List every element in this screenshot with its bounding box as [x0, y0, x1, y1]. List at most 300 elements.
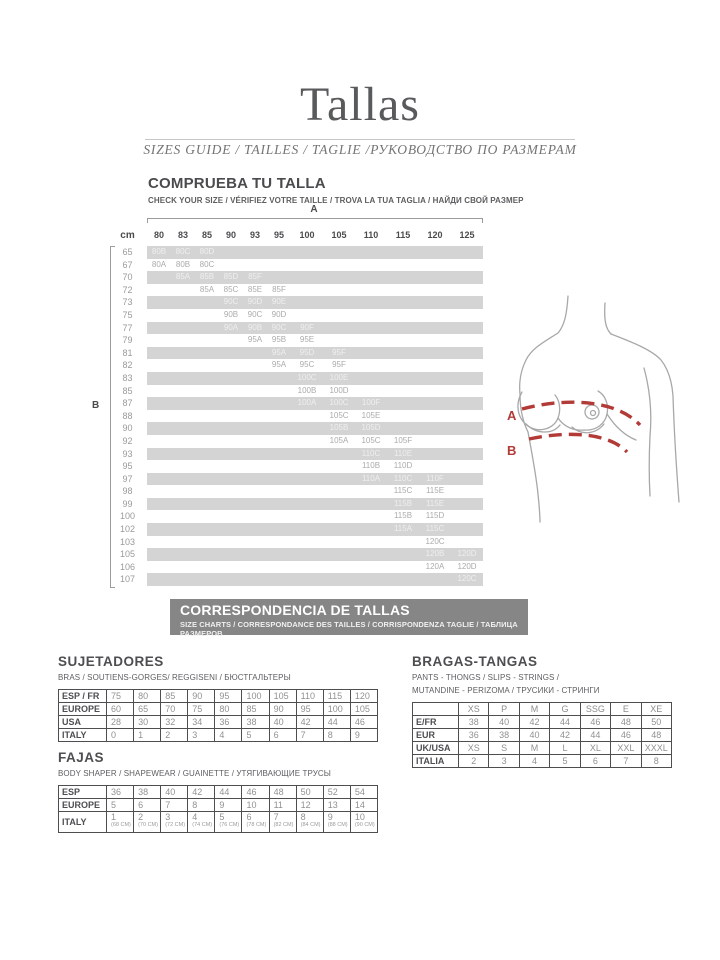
correspondence-subtitle: SIZE CHARTS / CORRESPONDANCE DES TAILLES / CORRISPONDENZA TAGLIE / ТАБЛИЦА РАЗМЕРОВ	[180, 620, 518, 638]
size-cell: 85F	[248, 272, 262, 282]
size-cell	[355, 347, 387, 360]
size-row	[100, 246, 483, 259]
value-cell: 42	[188, 786, 215, 799]
size-cell	[195, 498, 219, 511]
value-cell: 3	[188, 729, 215, 742]
size-cell	[323, 246, 355, 259]
bras-table	[58, 689, 378, 742]
size-cell	[171, 536, 195, 549]
size-cell	[387, 422, 419, 435]
size-cell	[219, 561, 243, 574]
size-cell	[147, 385, 171, 398]
size-cell: 95D	[299, 347, 315, 357]
size-cell	[451, 410, 483, 423]
size-row-cells	[147, 536, 483, 549]
size-cell: 80A	[151, 259, 167, 269]
cm-sublabel: (84 CM)	[300, 822, 321, 828]
size-col-header: 95	[273, 230, 284, 240]
panties-title: BRAGAS-TANGAS	[412, 654, 538, 669]
size-row-cells	[147, 498, 483, 511]
size-cell: 105D	[361, 423, 381, 433]
size-cell	[419, 347, 451, 360]
value-cell: 42	[519, 716, 549, 729]
size-cell: 90C	[247, 309, 263, 319]
size-col-header: 85	[201, 230, 212, 240]
size-cell: 95A	[271, 360, 287, 370]
size-cell	[419, 359, 451, 372]
value-text: 5	[219, 812, 225, 822]
size-cell: 100F	[361, 398, 381, 408]
size-cell	[147, 422, 171, 435]
size-row	[100, 347, 483, 360]
size-row-label: 105	[119, 549, 136, 560]
size-cell	[419, 296, 451, 309]
size-cell	[451, 246, 483, 259]
size-cell	[195, 347, 219, 360]
size-chart-header-cells	[147, 228, 483, 243]
size-row	[100, 309, 483, 322]
value-text: 7	[273, 812, 279, 822]
size-row	[100, 460, 483, 473]
size-cell: 80C	[199, 259, 215, 269]
value-cell: 1	[134, 729, 161, 742]
size-row	[100, 498, 483, 511]
size-row-label: 85	[122, 385, 133, 396]
table-row	[59, 716, 378, 729]
size-cell	[147, 322, 171, 335]
size-cell: 90A	[223, 322, 239, 332]
size-cell: 90E	[271, 297, 287, 307]
size-cell	[219, 347, 243, 360]
size-row-cells	[147, 561, 483, 574]
cm-sublabel: (82 CM)	[273, 822, 294, 828]
size-cell: 95F	[332, 360, 346, 370]
value-cell: 90	[269, 703, 296, 716]
size-row-cells	[147, 410, 483, 423]
size-row-label: 93	[122, 448, 133, 459]
size-cell	[451, 422, 483, 435]
table-header-row	[413, 703, 672, 716]
size-cell: 90C	[271, 322, 287, 332]
size-cell: 90D	[247, 297, 263, 307]
size-cell	[387, 372, 419, 385]
size-cell	[171, 397, 195, 410]
size-cell	[219, 410, 243, 423]
value-cell: 85	[161, 690, 188, 703]
value-cell: 2	[161, 729, 188, 742]
bras-section	[58, 654, 380, 742]
size-cell	[323, 498, 355, 511]
value-cell: 105	[350, 703, 377, 716]
size-cell	[171, 460, 195, 473]
value-cell: 75	[107, 690, 134, 703]
size-cell	[451, 322, 483, 335]
size-row	[100, 385, 483, 398]
size-cell	[147, 573, 171, 586]
size-cell	[387, 385, 419, 398]
bust-line-a	[522, 402, 640, 425]
size-cell	[419, 259, 451, 272]
value-cell: XXL	[611, 742, 641, 755]
value-cell: 8	[641, 755, 671, 768]
size-cell	[171, 410, 195, 423]
size-row	[100, 259, 483, 272]
size-cell: 100A	[297, 398, 317, 408]
size-cell	[219, 548, 243, 561]
table-row	[59, 703, 378, 716]
size-cell	[243, 259, 267, 272]
size-cell	[267, 372, 291, 385]
page-title: Tallas	[300, 78, 420, 131]
size-cell	[355, 296, 387, 309]
size-cell	[219, 523, 243, 536]
size-cell: 110B	[361, 461, 381, 471]
value-cell	[188, 812, 215, 833]
size-row	[100, 548, 483, 561]
size-cell: 120C	[425, 536, 445, 546]
shapewear-title: FAJAS	[58, 750, 105, 765]
size-cell	[195, 372, 219, 385]
size-cell	[243, 397, 267, 410]
size-cell	[451, 536, 483, 549]
size-cell	[387, 561, 419, 574]
unit-label: cm	[120, 230, 135, 241]
size-cell	[419, 385, 451, 398]
measure-lines	[522, 402, 640, 452]
size-cell	[419, 372, 451, 385]
size-row-cells	[147, 359, 483, 372]
size-cell	[355, 385, 387, 398]
size-row-cells	[147, 523, 483, 536]
size-cell: 120D	[457, 549, 477, 559]
size-row-label: 97	[122, 473, 133, 484]
bust-bracket	[147, 218, 483, 223]
size-cell	[323, 523, 355, 536]
value-cell: 54	[350, 786, 377, 799]
value-cell: 46	[242, 786, 269, 799]
size-cell	[355, 322, 387, 335]
value-text: 6	[246, 812, 252, 822]
size-cell: 90B	[247, 322, 263, 332]
size-cell	[451, 435, 483, 448]
bust-line-label: A	[507, 408, 517, 423]
size-cell	[323, 485, 355, 498]
size-cell	[267, 422, 291, 435]
size-cell	[355, 259, 387, 272]
size-cell: 100B	[297, 385, 317, 395]
size-cell	[419, 271, 451, 284]
size-cell	[243, 573, 267, 586]
column-header-cell: P	[489, 703, 519, 716]
size-cell	[243, 448, 267, 461]
value-cell: 4	[519, 755, 549, 768]
size-cell	[387, 309, 419, 322]
value-cell: 0	[107, 729, 134, 742]
size-cell	[323, 548, 355, 561]
value-cell	[215, 812, 242, 833]
size-cell	[323, 561, 355, 574]
size-cell	[323, 322, 355, 335]
size-cell	[147, 510, 171, 523]
value-cell: 3	[489, 755, 519, 768]
shapewear-subtitle: BODY SHAPER / SHAPEWEAR / GUAINETTE / УТЯГИВАЮЩИЕ ТРУСЫ	[58, 769, 331, 778]
size-cell	[195, 448, 219, 461]
bust-bracket-label: A	[310, 204, 318, 215]
size-cell: 110F	[426, 473, 444, 483]
column-header-cell: G	[550, 703, 580, 716]
body-outline	[518, 296, 679, 522]
size-cell	[147, 372, 171, 385]
size-cell	[451, 485, 483, 498]
size-row	[100, 397, 483, 410]
value-cell: 46	[350, 716, 377, 729]
size-row-label: 100	[119, 511, 136, 522]
size-cell: 110C	[361, 448, 381, 458]
size-cell	[243, 548, 267, 561]
row-label-cell: EUROPE	[59, 799, 107, 812]
table-row	[413, 729, 672, 742]
size-cell	[219, 573, 243, 586]
size-cell	[219, 448, 243, 461]
size-row-cells	[147, 435, 483, 448]
value-cell: 105	[269, 690, 296, 703]
size-cell: 105B	[329, 423, 349, 433]
size-row	[100, 435, 483, 448]
size-cell	[355, 498, 387, 511]
size-row	[100, 284, 483, 297]
size-cell	[451, 334, 483, 347]
size-row	[100, 561, 483, 574]
value-cell: 40	[269, 716, 296, 729]
size-cell	[355, 309, 387, 322]
size-cell	[147, 460, 171, 473]
value-cell	[296, 812, 323, 833]
size-cell	[243, 246, 267, 259]
size-cell: 120A	[425, 561, 445, 571]
size-row	[100, 359, 483, 372]
table-row	[59, 799, 378, 812]
size-cell	[291, 435, 323, 448]
size-cell	[267, 498, 291, 511]
size-cell	[147, 410, 171, 423]
column-header-cell: SSG	[580, 703, 610, 716]
value-cell: 120	[350, 690, 377, 703]
size-cell	[267, 397, 291, 410]
size-cell: 85A	[175, 272, 191, 282]
size-cell	[219, 385, 243, 398]
size-cell	[267, 259, 291, 272]
size-row-label: 77	[122, 322, 133, 333]
value-cell: 110	[296, 690, 323, 703]
size-cell	[267, 460, 291, 473]
size-cell: 95E	[299, 335, 315, 345]
size-cell: 115A	[393, 524, 413, 534]
value-cell: 38	[242, 716, 269, 729]
size-cell	[355, 548, 387, 561]
size-cell	[323, 573, 355, 586]
size-cell	[267, 271, 291, 284]
size-row-label: 81	[122, 347, 133, 358]
size-col-header: 80	[153, 230, 164, 240]
size-cell	[291, 410, 323, 423]
size-cell: 115C	[393, 486, 413, 496]
size-chart	[92, 204, 486, 590]
size-cell	[451, 385, 483, 398]
size-cell	[219, 397, 243, 410]
size-cell: 120B	[425, 549, 445, 559]
value-cell: 8	[323, 729, 350, 742]
size-cell: 105F	[393, 435, 413, 445]
row-label-cell: EUR	[413, 729, 459, 742]
size-cell	[171, 573, 195, 586]
size-cell	[171, 372, 195, 385]
size-cell	[195, 536, 219, 549]
size-cell	[355, 271, 387, 284]
column-header-cell: M	[519, 703, 549, 716]
size-cell	[267, 523, 291, 536]
size-row-cells	[147, 460, 483, 473]
size-cell	[195, 410, 219, 423]
row-label-cell: ITALY	[59, 812, 107, 833]
size-cell	[243, 498, 267, 511]
value-cell: XL	[580, 742, 610, 755]
size-cell	[291, 473, 323, 486]
size-cell	[387, 359, 419, 372]
size-cell	[195, 322, 219, 335]
value-cell: 48	[641, 729, 671, 742]
size-cell	[291, 460, 323, 473]
size-row-label: 98	[122, 486, 133, 497]
size-cell	[195, 548, 219, 561]
size-cell: 120C	[457, 574, 477, 584]
size-cell	[355, 246, 387, 259]
size-cell	[195, 435, 219, 448]
size-cell: 80D	[199, 247, 215, 256]
size-row-label: 79	[122, 335, 133, 346]
size-row-cells	[147, 246, 483, 259]
size-cell: 105A	[329, 435, 349, 445]
size-cell	[323, 271, 355, 284]
size-cell	[267, 573, 291, 586]
size-cell	[219, 359, 243, 372]
size-cell	[323, 309, 355, 322]
size-cell	[243, 523, 267, 536]
size-cell: 95C	[299, 360, 315, 370]
size-cell	[355, 561, 387, 574]
size-cell	[219, 536, 243, 549]
panties-subtitle-line1: PANTS - THONGS / SLIPS - STRINGS /	[412, 673, 560, 682]
table-row	[59, 786, 378, 799]
size-cell: 85D	[223, 272, 239, 282]
cm-sublabel: (74 CM)	[192, 822, 213, 828]
size-row-label: 107	[119, 574, 136, 585]
value-cell: 2	[459, 755, 489, 768]
size-cell	[451, 523, 483, 536]
size-cell: 105C	[329, 410, 349, 420]
size-cell	[267, 448, 291, 461]
size-row-cells	[147, 271, 483, 284]
size-cell	[195, 422, 219, 435]
value-cell: 11	[269, 799, 296, 812]
size-cell: 90B	[223, 309, 239, 319]
size-row-label: 82	[122, 360, 133, 371]
size-chart-body	[100, 246, 483, 586]
size-cell	[387, 271, 419, 284]
size-cell	[387, 397, 419, 410]
size-cell	[291, 259, 323, 272]
value-cell	[107, 812, 134, 833]
size-cell	[291, 296, 323, 309]
size-cell	[387, 410, 419, 423]
value-cell	[161, 812, 188, 833]
size-cell	[171, 385, 195, 398]
size-row-cells	[147, 259, 483, 272]
size-cell: 85F	[272, 284, 286, 294]
size-cell	[171, 435, 195, 448]
value-cell: 42	[550, 729, 580, 742]
size-row-cells	[147, 385, 483, 398]
value-cell: 7	[296, 729, 323, 742]
size-cell	[195, 561, 219, 574]
size-cell	[243, 473, 267, 486]
size-cell	[291, 573, 323, 586]
size-cell	[419, 435, 451, 448]
size-col-header: 125	[459, 230, 475, 240]
value-cell	[350, 812, 377, 833]
value-text: 4	[192, 812, 198, 822]
panties-table	[412, 702, 672, 768]
value-cell: 40	[489, 716, 519, 729]
size-cell	[387, 573, 419, 586]
size-row-cells	[147, 284, 483, 297]
value-cell: 9	[215, 799, 242, 812]
value-cell: 80	[134, 690, 161, 703]
size-cell	[171, 334, 195, 347]
size-cell	[195, 359, 219, 372]
size-cell	[243, 410, 267, 423]
size-cell	[147, 309, 171, 322]
value-cell: 6	[134, 799, 161, 812]
size-cell	[451, 271, 483, 284]
size-col-header: 83	[177, 230, 188, 240]
size-cell	[219, 435, 243, 448]
size-cell	[147, 523, 171, 536]
size-cell	[419, 410, 451, 423]
size-cell: 85C	[223, 284, 239, 294]
size-cell	[243, 460, 267, 473]
size-cell	[267, 473, 291, 486]
size-cell	[171, 284, 195, 297]
size-cell	[419, 322, 451, 335]
size-cell	[355, 536, 387, 549]
row-label-cell: ITALY	[59, 729, 107, 742]
row-label-cell: ITALIA	[413, 755, 459, 768]
size-cell	[171, 548, 195, 561]
size-row	[100, 523, 483, 536]
size-cell	[243, 385, 267, 398]
value-cell: 5	[550, 755, 580, 768]
size-cell	[451, 296, 483, 309]
size-cell: 105C	[361, 435, 381, 445]
size-cell	[355, 372, 387, 385]
size-row-cells	[147, 322, 483, 335]
size-cell	[219, 498, 243, 511]
size-cell	[147, 284, 171, 297]
size-cell	[355, 573, 387, 586]
size-cell	[267, 410, 291, 423]
size-cell: 110A	[361, 473, 381, 483]
size-row-cells	[147, 296, 483, 309]
